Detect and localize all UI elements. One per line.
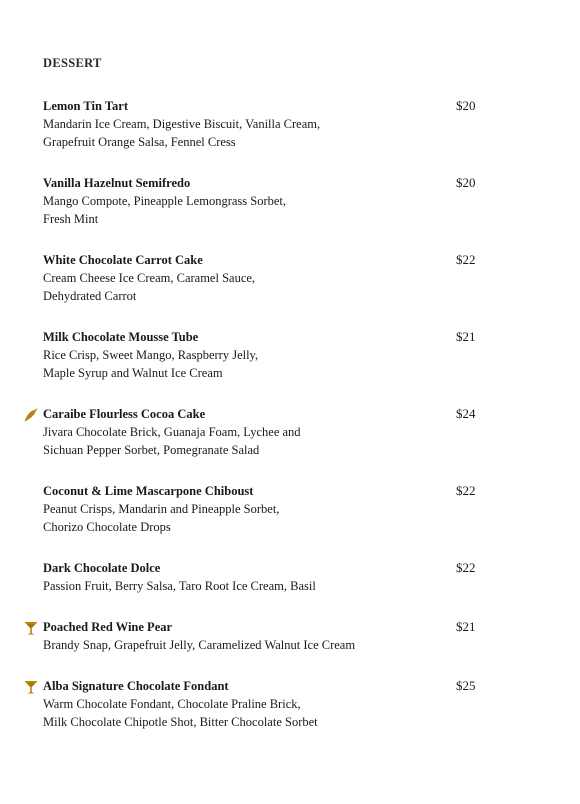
item-name: White Chocolate Carrot Cake: [43, 253, 203, 267]
item-description-line: Rice Crisp, Sweet Mango, Raspberry Jelly,: [43, 348, 259, 362]
item-description: [43, 577, 483, 595]
item-name: Poached Red Wine Pear: [43, 620, 173, 634]
section-title: DESSERT: [43, 56, 102, 70]
item-description-line: Grapefruit Orange Salsa, Fennel Cress: [43, 135, 236, 149]
item-description-line: Chorizo Chocolate Drops: [43, 520, 171, 534]
menu-item-coconut-lime-mascarpone-chiboust: [43, 482, 483, 536]
item-price: $20: [456, 175, 476, 190]
menu-item-milk-chocolate-mousse-tube: [43, 328, 483, 382]
item-description: [43, 500, 483, 536]
item-description: [43, 346, 483, 382]
item-name: Dark Chocolate Dolce: [43, 561, 161, 575]
item-price: $22: [456, 560, 476, 575]
item-description: [43, 192, 483, 228]
item-description-line: Passion Fruit, Berry Salsa, Taro Root Ice Cream, Basil: [43, 579, 316, 593]
item-description-line: Brandy Snap, Grapefruit Jelly, Caramelized Walnut Ice Cream: [43, 638, 356, 652]
menu-item-lemon-tin-tart: [43, 97, 483, 151]
menu-item-vanilla-hazelnut-semifredo: [43, 174, 483, 228]
item-name: Coconut & Lime Mascarpone Chiboust: [43, 484, 254, 498]
menu-item-white-chocolate-carrot-cake: [43, 251, 483, 305]
menu-item-caraibe-flourless-cocoa-cake: [43, 405, 483, 459]
chili-pepper-icon: [23, 407, 39, 423]
item-price: $22: [456, 483, 476, 498]
item-price: $21: [456, 329, 476, 344]
item-description-line: Fresh Mint: [43, 212, 99, 226]
cocktail-glass-icon: [23, 679, 39, 695]
item-description: [43, 423, 483, 459]
item-name: Lemon Tin Tart: [43, 99, 128, 113]
menu-item-dark-chocolate-dolce: [43, 559, 483, 595]
menu-item-poached-red-wine-pear: [43, 618, 483, 654]
cocktail-glass-icon: [23, 620, 39, 636]
item-description-line: Peanut Crisps, Mandarin and Pineapple Sorbet,: [43, 502, 280, 516]
menu-item-alba-signature-chocolate-fondant: [43, 677, 483, 731]
item-description-line: Milk Chocolate Chipotle Shot, Bitter Chocolate Sorbet: [43, 715, 318, 729]
item-price: $21: [456, 619, 476, 634]
item-description-line: Cream Cheese Ice Cream, Caramel Sauce,: [43, 271, 256, 285]
item-description-line: Maple Syrup and Walnut Ice Cream: [43, 366, 223, 380]
item-description: [43, 115, 483, 151]
item-name: Milk Chocolate Mousse Tube: [43, 330, 199, 344]
item-description-line: Sichuan Pepper Sorbet, Pomegranate Salad: [43, 443, 260, 457]
item-name: Caraibe Flourless Cocoa Cake: [43, 407, 206, 421]
item-description-line: Jivara Chocolate Brick, Guanaja Foam, Lychee and: [43, 425, 301, 439]
item-price: $24: [456, 406, 476, 421]
item-description: [43, 636, 483, 654]
item-price: $25: [456, 678, 476, 693]
item-description-line: Dehydrated Carrot: [43, 289, 137, 303]
item-description-line: Mandarin Ice Cream, Digestive Biscuit, Vanilla Cream,: [43, 117, 321, 131]
item-description: [43, 695, 483, 731]
item-description: [43, 269, 483, 305]
item-name: Vanilla Hazelnut Semifredo: [43, 176, 191, 190]
item-name: Alba Signature Chocolate Fondant: [43, 679, 229, 693]
item-description-line: Mango Compote, Pineapple Lemongrass Sorbet,: [43, 194, 287, 208]
item-price: $20: [456, 98, 476, 113]
item-price: $22: [456, 252, 476, 267]
item-description-line: Warm Chocolate Fondant, Chocolate Praline Brick,: [43, 697, 301, 711]
